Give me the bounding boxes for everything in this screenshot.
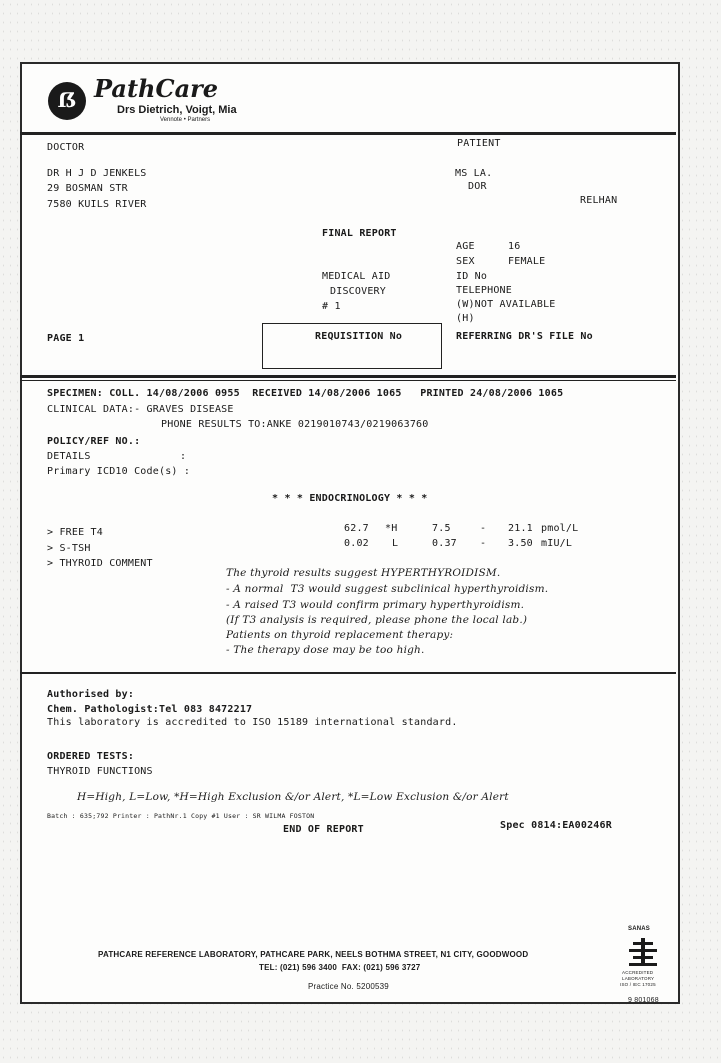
telephone-work: (W)NOT AVAILABLE — [456, 299, 556, 310]
result-range-dash: - — [480, 523, 487, 534]
result-range-dash: - — [480, 538, 487, 549]
sex-label: SEX — [456, 256, 475, 267]
result-value: 0.02 — [344, 538, 369, 549]
authorised-by: Authorised by: — [47, 689, 135, 700]
practice-sub: Vennote • Partners — [160, 117, 211, 123]
result-flag: L — [392, 538, 399, 549]
medical-aid-label: MEDICAL AID — [322, 271, 391, 282]
practice-name: Drs Dietrich, Voigt, Mia — [117, 104, 237, 116]
age-label: AGE — [456, 241, 475, 252]
age-value: 16 — [508, 241, 521, 252]
divider-results — [20, 672, 676, 674]
result-unit: mIU/L — [541, 538, 573, 549]
medical-aid-value: DISCOVERY — [330, 286, 386, 297]
details-colon: : — [180, 451, 187, 462]
spec-code: Spec 0814:EA00246R — [500, 820, 612, 831]
patient-surname: RELHAN — [580, 195, 618, 206]
member-number: # 1 — [322, 301, 341, 312]
id-label: ID No — [456, 271, 488, 282]
result-range-high: 21.1 — [508, 523, 533, 534]
patient-title: MS LA. — [455, 168, 493, 179]
accreditation-statement: This laboratory is accredited to ISO 15189 international standard. — [47, 717, 458, 728]
batch-line: Batch : 635;792 Printer : PathNr.1 Copy #1 User : SR WILMA FOSTON — [47, 812, 315, 820]
patient-first-name: DOR — [468, 181, 487, 192]
comment-line: The thyroid results suggest HYPERTHYROIDISM. — [226, 567, 501, 579]
comment-line: (If T3 analysis is required, please phone the local lab.) — [226, 614, 528, 626]
ordered-tests-label: ORDERED TESTS: — [47, 751, 135, 762]
pathologist: Chem. Pathologist:Tel 083 8472217 — [47, 704, 253, 715]
footer-telephone: TEL: (021) 596 3400 FAX: (021) 596 3727 — [259, 963, 421, 972]
divider-header — [20, 132, 676, 135]
patient-label: PATIENT — [457, 138, 501, 149]
thyroid-comment-label: > THYROID COMMENT — [47, 558, 153, 569]
pathcare-logo-icon: ẞ — [48, 82, 86, 120]
doctor-label: DOCTOR — [47, 142, 85, 153]
doctor-address-2: 7580 KUILS RIVER — [47, 199, 147, 210]
doctor-address-1: 29 BOSMAN STR — [47, 183, 128, 194]
brand-name: PathCare — [94, 74, 219, 103]
comment-line: - A normal T3 would suggest subclinical hyperthyroidism. — [226, 583, 549, 595]
footer-code: 9 801068 — [628, 997, 659, 1004]
policy-ref: POLICY/REF NO.: — [47, 436, 141, 447]
flag-legend: H=High, L=Low, *H=High Exclusion &/or Alert, *L=Low Exclusion &/or Alert — [77, 791, 509, 803]
divider-specimen — [20, 375, 676, 378]
result-range-low: 0.37 — [432, 538, 457, 549]
comment-line: - A raised T3 would confirm primary hyperthyroidism. — [226, 599, 525, 611]
clinical-data: CLINICAL DATA:- GRAVES DISEASE — [47, 404, 234, 415]
icd-code: Primary ICD10 Code(s) : — [47, 466, 191, 477]
ordered-tests-value: THYROID FUNCTIONS — [47, 766, 153, 777]
result-name: > S-TSH — [47, 543, 91, 554]
result-value: 62.7 — [344, 523, 369, 534]
requisition-label: REQUISITION No — [315, 331, 403, 342]
comment-line: - The therapy dose may be too high. — [226, 644, 425, 656]
footer-practice-number: Practice No. 5200539 — [308, 982, 389, 991]
section-endocrinology: * * * ENDOCRINOLOGY * * * — [272, 493, 428, 504]
page-number: PAGE 1 — [47, 333, 85, 344]
result-unit: pmol/L — [541, 523, 579, 534]
details-label: DETAILS — [47, 451, 91, 462]
requisition-box — [262, 323, 442, 369]
doctor-name: DR H J D JENKELS — [47, 168, 147, 179]
final-report-label: FINAL REPORT — [322, 228, 397, 239]
result-range-high: 3.50 — [508, 538, 533, 549]
footer-lab-address: PATHCARE REFERENCE LABORATORY, PATHCARE PARK, NEELS BOTHMA STREET, N1 CITY, GOODWOOD — [98, 950, 529, 959]
phone-results: PHONE RESULTS TO:ANKE 0219010743/0219063760 — [161, 419, 429, 430]
specimen-line: SPECIMEN: COLL. 14/08/2006 0955 RECEIVED 14/08/2006 1065 PRINTED 24/08/2006 1065 — [47, 388, 564, 399]
result-range-low: 7.5 — [432, 523, 451, 534]
divider-specimen-thin — [20, 380, 676, 381]
result-flag: *H — [385, 523, 398, 534]
comment-line: Patients on thyroid replacement therapy: — [226, 629, 454, 641]
sex-value: FEMALE — [508, 256, 546, 267]
result-name: > FREE T4 — [47, 527, 103, 538]
referring-file-label: REFERRING DR'S FILE No — [456, 331, 593, 342]
telephone-label: TELEPHONE — [456, 285, 512, 296]
telephone-home: (H) — [456, 313, 475, 324]
sanas-accreditation-icon: SANAS ACCREDITED LABORATORY ISO / IEC 17025 — [620, 926, 656, 987]
end-of-report: END OF REPORT — [283, 824, 364, 835]
